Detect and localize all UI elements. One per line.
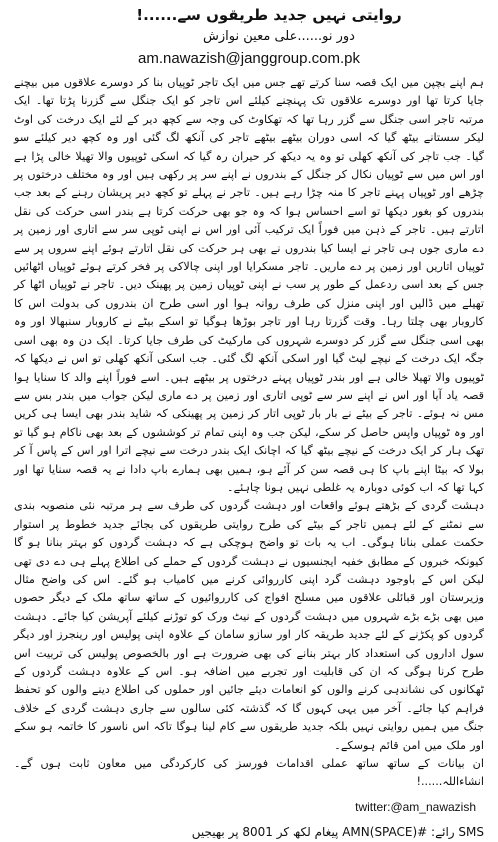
sms-feedback-line: SMS رائے: #AMN(SPACE) پیغام لکھ کر 8001 پر بھیجیں [191, 824, 484, 839]
article-paragraph-3: ان بیانات کے ساتھ ساتھ عملی اقدامات فورسز کی کارکردگی میں معاون ثابت ہوں گے۔ انشاءاللہ......! [14, 757, 484, 789]
author-email: am.nawazish@janggroup.com.pk [137, 50, 360, 67]
article-paragraph-2: دہشت گردی کے بڑھتے ہوئے واقعات اور دہشت گردوں کی طرف سے ہر مرتبہ نئی منصوبہ بندی سے نمٹنے کے لئے ہمیں تاجر کے بیٹے کی طرح روایتی طریقوں کی بجائے جدید خطوط پر استوار حکمت عملی بنانا ہوگی۔ اب یہ بات تو واضح ہوچکی ہے کہ دہشت گردوں کو بہتر بنانا ہو گا کیونکہ خبروں کے مطابق خفیہ ایجنسیوں نے دہشت گردوں کے حملے کی اطلاع پہلے ہی دے دی تھی لیکن اس کے باوجود دہشت گرد اپنی کارروائی کرنے میں کامیاب ہو گئے۔ اس کی واضح مثال وزیرستان اور قبائلی علاقوں میں مسلح افواج کی کارروائیوں کے ساتھ ساتھ ملک کے دیگر حصوں میں بھی بڑے بڑے شہروں میں دہشت گردوں کے نیٹ ورک کو توڑنے کیلئے آپریشن کیا جائے۔ دہشت گردوں کو پکڑنے کے لئے جدید طریقہ کار اور سازو سامان کے علاوہ اپنی پولیس اور رینجرز اور دیگر سول اداروں کی استعداد کار بہتر بنانے کی بھی ضرورت ہے اور بالخصوص پولیس کی تربیت اس طرح کرنا ہوگی کہ ان کی قابلیت اور تجربے میں اضافہ ہو۔ اس کے علاوہ دہشت گردوں کے ٹھکانوں کی نشاندہی کرنے والوں کو انعامات دیئے جائیں اور حملوں کی اطلاع دینے والوں کو تحفظ فراہم کیا جائے۔ آخر میں یہی کہوں گا کہ گذشتہ کئی سالوں سے جاری دہشت گردی کے خلاف جنگ میں ہمیں روایتی نہیں بلکہ جدید طریقوں سے کام لینا ہوگا تاکہ اس ناسور کا خاتمہ ہو سکے اور ملک میں امن قائم ہوسکے۔ [14, 499, 484, 752]
article-title: روایتی نہیں جدید طریقوں سے......! [136, 6, 402, 24]
article-paragraph-1: ہم اپنے بچپن میں ایک قصہ سنا کرتے تھے جس میں ایک تاجر ٹوپیاں بنا کر دوسرے علاقوں میں بیچنے جایا کرتا تھا اور دوسرے علاقوں تک پہنچنے کیلئے اس تاجر کو ایک جنگل سے گزرنا پڑتا تھا۔ ایک مرتبہ تاجر اسی جنگل سے گزر رہا تھا کہ تھکاوٹ کی وجہ سے کچھ دیر کے لئے ایک درخت کی اوٹ لیکر سستانے بیٹھ گیا کہ اسی دوران بیٹھے بیٹھے تاجر کی آنکھ لگ گئی اور وہ کچھ دیر کیلئے سو گیا۔ جب تاجر کی آنکھ کھلی تو وہ یہ دیکھ کر حیران رہ گیا کہ اسکی ٹوپیوں والا تھیلا خالی پڑا ہے اور اس میں سے ٹوپیاں نکال کر جنگل کے بندروں نے اپنے سر پر رکھی ہیں اور وہ مختلف درختوں پر چڑھے اور ٹوپیاں پہنے تاجر کا منہ چڑا رہے ہیں۔ تاجر نے پہلے تو کچھ دیر پریشان رہنے کے بعد جب بندروں کو بغور دیکھا تو اسے احساس ہوا کہ وہ جو بھی حرکت کرتا ہے بندر اسی حرکت کی نقل اتارتے ہیں۔ تاجر کے ذہن میں فوراً ایک ترکیب آئی اور اس نے اپنی ٹوپی سر سے اتاری اور زمین پر دے ماری جوں ہی تاجر نے ایسا کیا بندروں نے بھی ہر حرکت کی نقل اتارتے ہوئے اپنے سروں پر سے ٹوپیاں اتاریں اور زمین پر دے ماریں۔ تاجر مسکرایا اور اپنی چالاکی پر فخر کرتے ہوئے ٹوپیاں اٹھائیں جس کے بعد اسی ردعمل کے طور پر سب نے اپنی ٹوپیاں زمین پر پھینک دیں۔ تاجر نے ٹوپیاں اٹھا کر تھیلے میں ڈالیں اور اپنی منزل کی طرف روانہ ہوا اور اسی طرح ان بندروں کی بدولت اس کا کاروبار بھی چلتا رہا۔ وقت گزرتا رہا اور تاجر بوڑھا ہوگیا تو اسکے بیٹے نے کاروبار سنبھالا اور وہ بھی اسی جنگل سے گزر کر دوسرے شہروں کی مارکیٹ کی طرف جایا کرتا۔ ایک دن وہ بھی اسی جگہ ایک درخت کے نیچے لیٹ گیا اور اسکی آنکھ لگ گئی۔ جب اسکی آنکھ کھلی تو اس نے دیکھا کہ ٹوپیوں والا تھیلا خالی ہے اور بندر ٹوپیاں پہنے درختوں پر بیٹھے ہیں۔ اسے فوراً اپنے والد کا سنایا ہوا قصہ یاد آیا اور اس نے اپنے سر سے ٹوپی اتاری اور زمین پر دے ماری لیکن جواب میں بندر بس سے مس نہ ہوئے۔ تاجر کے بیٹے نے بار بار ٹوپی اتار کر زمین پر پھینکی کہ شاید بندر بھی ایسا ہی کریں اور وہ ٹوپیاں واپس حاصل کر سکے، لیکن جب وہ اپنی تمام تر کوششوں کے بعد بھی ناکام ہو گیا تو تھک ہار کر ایک درخت کے نیچے بیٹھ گیا کہ اچانک ایک بندر درخت سے نیچے اترا اور اس کے پاس آ کر بولا کہ بیٹا اپنے باپ کا ہی قصہ سن کر آئے ہو، ہمیں بھی ہمارے باپ دادا نے یہ قصہ سنایا تھا اور کہا تھا کہ اب کوئی دوبارہ یہ غلطی نہیں ہونا چاہئے۔ [14, 76, 484, 494]
author-byline: دور نو......علی معین نوازش [203, 29, 355, 44]
twitter-handle: twitter:@am_nawazish [355, 799, 476, 814]
